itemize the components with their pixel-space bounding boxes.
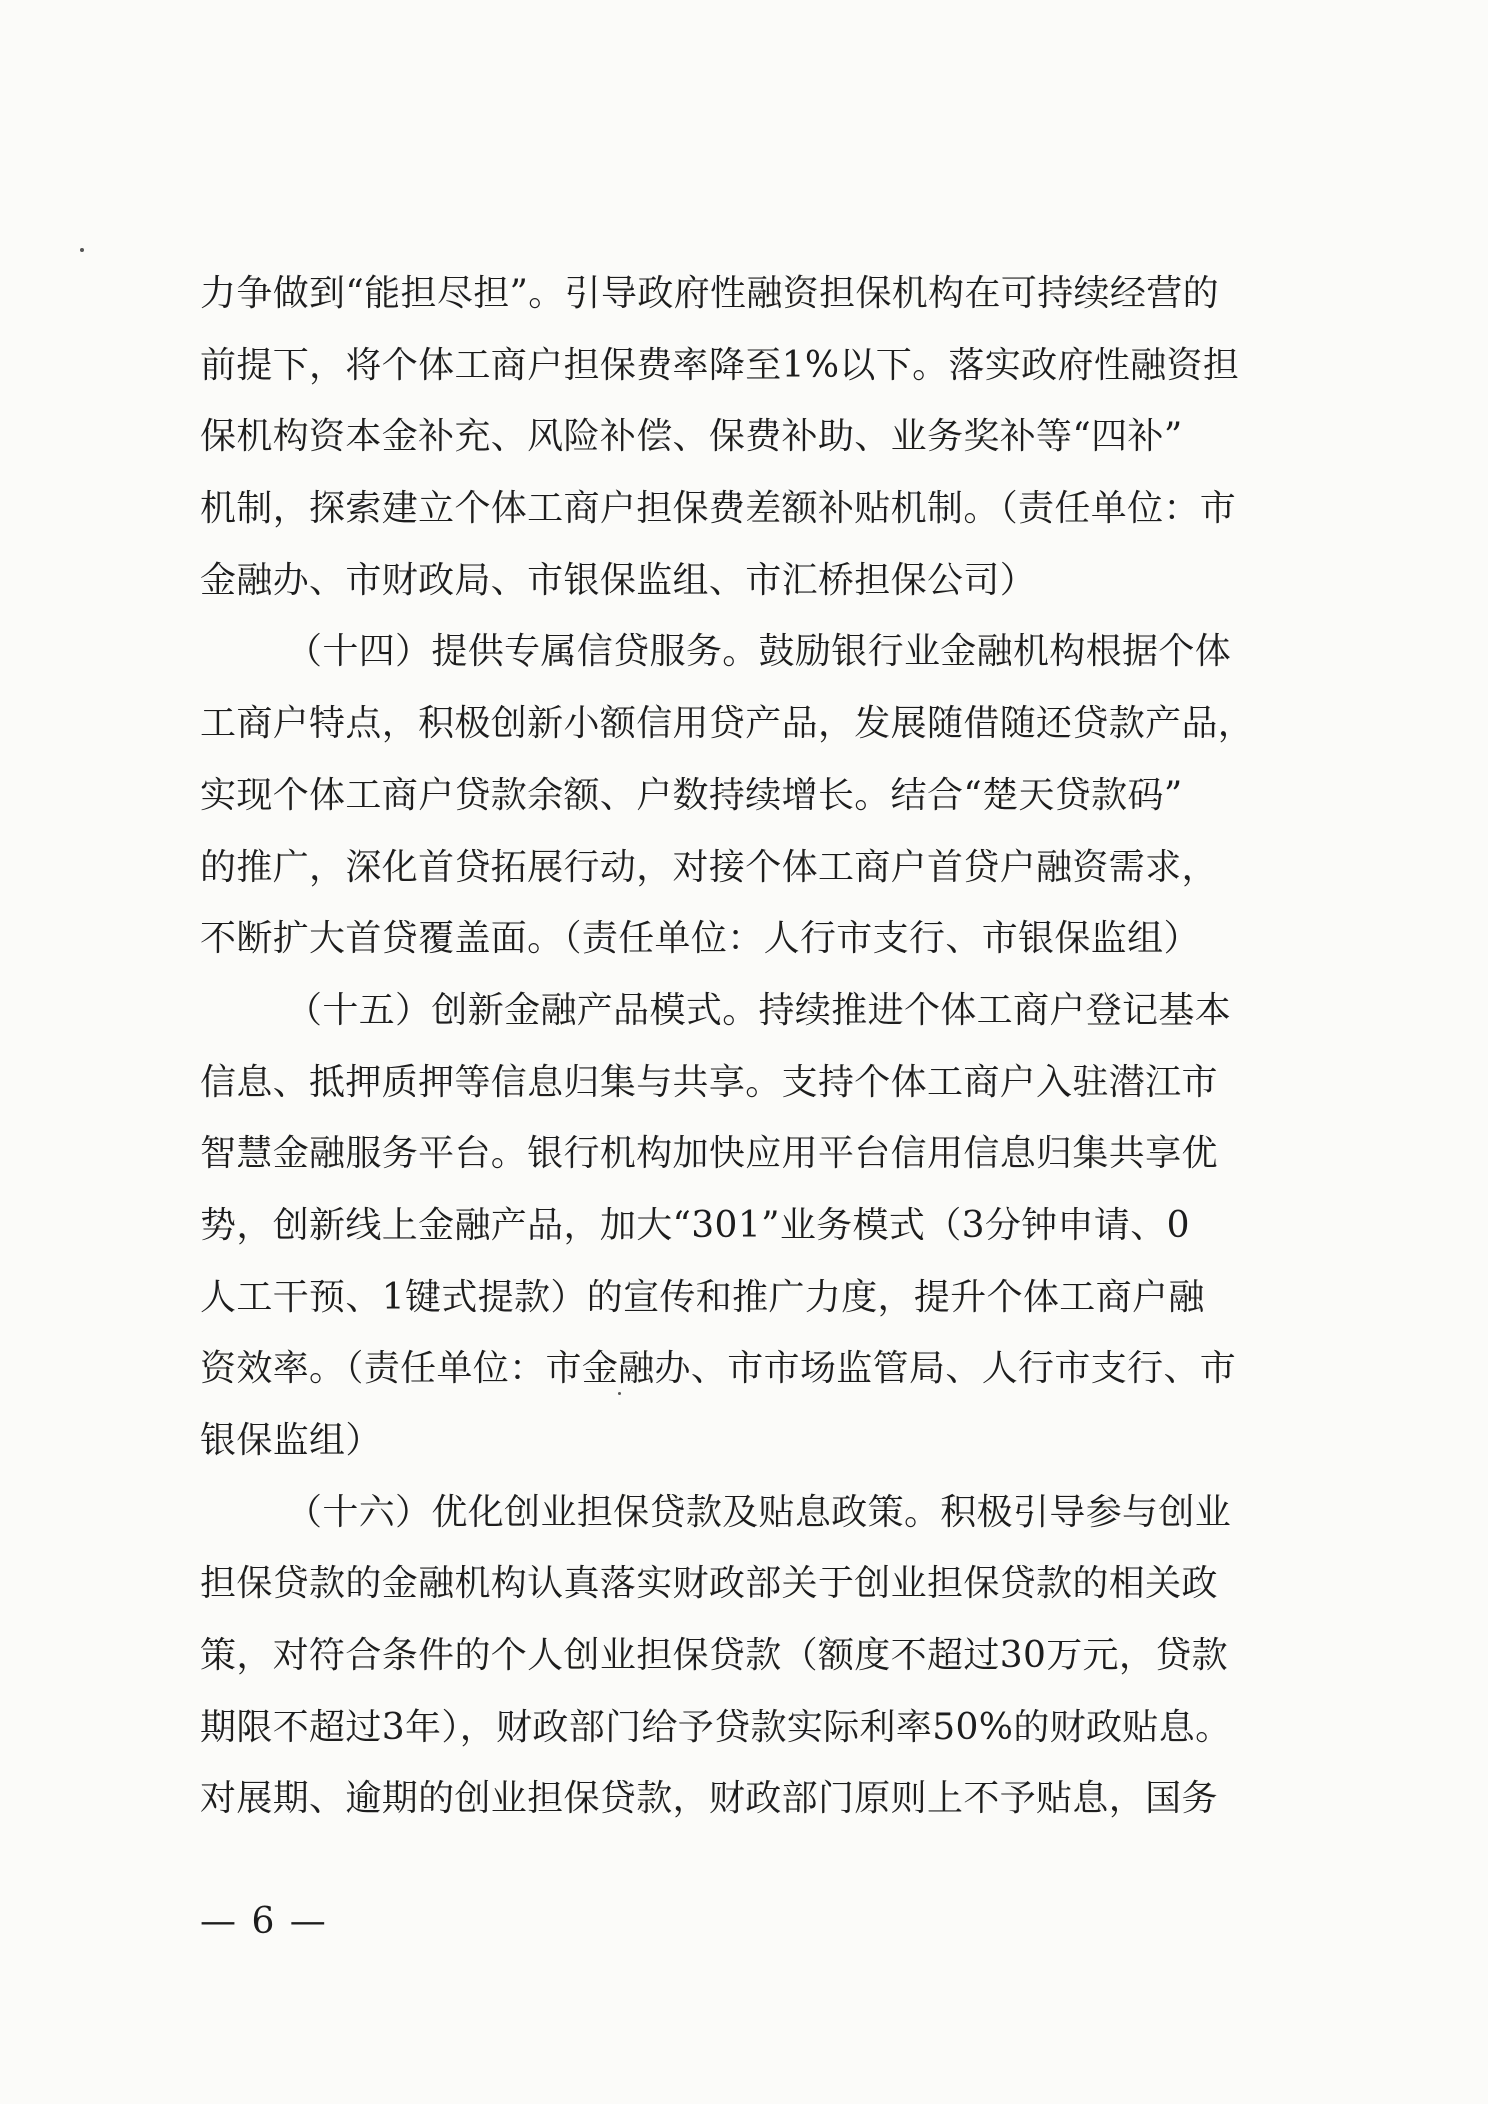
- text-line: 保机构资本金补充、风险补偿、保费补助、业务奖补等“四补”: [200, 416, 1183, 458]
- body-text: [200, 270, 1325, 1847]
- text-line: 人工干预、1键式提款）的宣传和推广力度，提升个体工商户融: [200, 1276, 1205, 1318]
- text-line: 智慧金融服务平台。银行机构加快应用平台信用信息归集共享优: [200, 1133, 1218, 1175]
- text-line: 前提下，将个体工商户担保费率降至1%以下。落实政府性融资担: [200, 344, 1240, 386]
- text-line: 工商户特点，积极创新小额信用贷产品，发展随借随还贷款产品，: [200, 703, 1255, 745]
- text-line: 力争做到“能担尽担”。引导政府性融资担保机构在可持续经营的: [200, 273, 1219, 314]
- text-line: 机制，探索建立个体工商户担保费差额补贴机制。（责任单位：市: [200, 488, 1237, 530]
- text-line: 对展期、逾期的创业担保贷款，财政部门原则上不予贴息，国务: [200, 1778, 1218, 1820]
- text-line: 期限不超过3年），财政部门给予贷款实际利率50%的财政贴息。: [200, 1706, 1232, 1748]
- text-line: 策，对符合条件的个人创业担保贷款（额度不超过30万元，贷款: [200, 1635, 1228, 1677]
- page-number: — 6 —: [200, 1901, 328, 1942]
- text-line: （十四）提供专属信贷服务。鼓励银行业金融机构根据个体: [286, 631, 1232, 673]
- text-line: 势，创新线上金融产品，加大“301”业务模式（3分钟申请、0: [200, 1204, 1190, 1246]
- scan-speck: [80, 248, 84, 252]
- text-line: 信息、抵押质押等信息归集与共享。支持个体工商户入驻潜江市: [200, 1061, 1218, 1103]
- text-line: （十六）优化创业担保贷款及贴息政策。积极引导参与创业: [286, 1491, 1232, 1533]
- text-line: 金融办、市财政局、市银保监组、市汇桥担保公司）: [200, 559, 1037, 601]
- text-line: 不断扩大首贷覆盖面。（责任单位：人行市支行、市银保监组）: [200, 918, 1200, 960]
- text-line: 担保贷款的金融机构认真落实财政部关于创业担保贷款的相关政: [200, 1563, 1218, 1605]
- text-line: 资效率。（责任单位：市金融办、市市场监管局、人行市支行、市: [200, 1348, 1237, 1390]
- text-line: 实现个体工商户贷款余额、户数持续增长。结合“楚天贷款码”: [200, 774, 1183, 816]
- text-line: 的推广，深化首贷拓展行动，对接个体工商户首贷户融资需求，: [200, 846, 1218, 888]
- text-line: 银保监组）: [200, 1420, 382, 1461]
- text-line: （十五）创新金融产品模式。持续推进个体工商户登记基本: [286, 989, 1232, 1031]
